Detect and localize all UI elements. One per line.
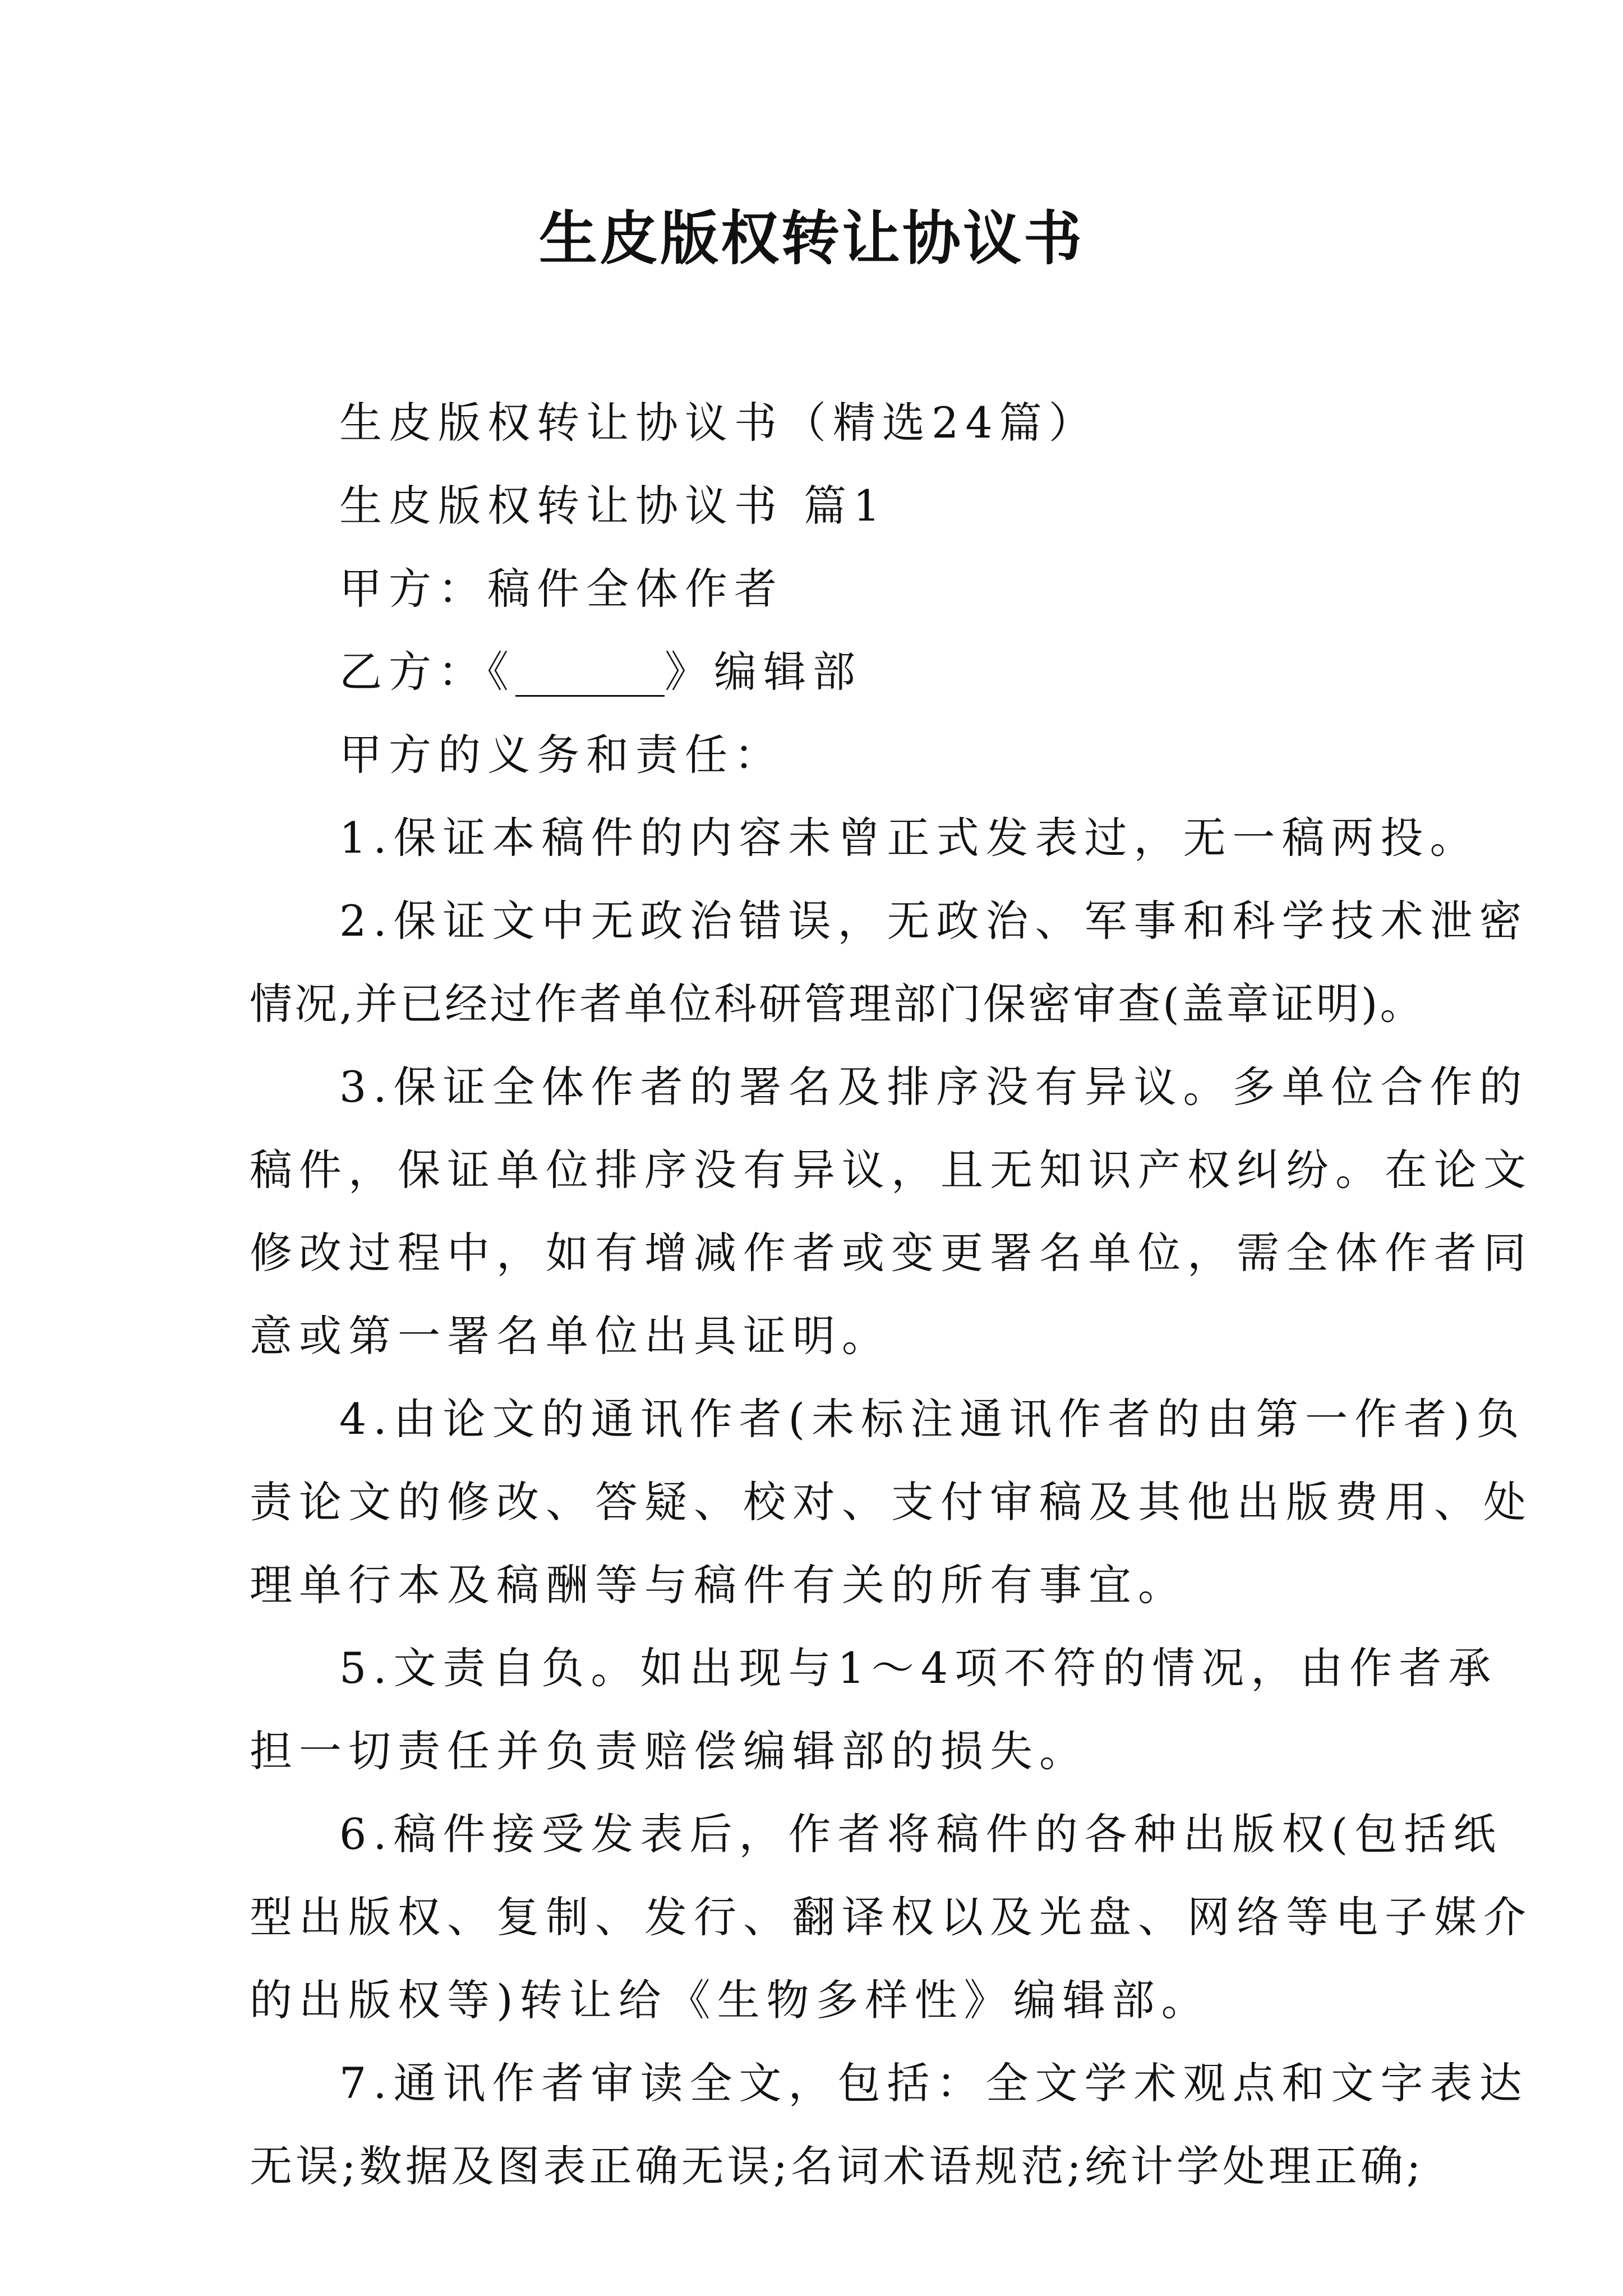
party-b [250, 631, 1382, 714]
clause-3-line-1: 3.保证全体作者的署名及排序没有异议。多单位合作的 [339, 1062, 1529, 1112]
clause-1-line-1: 1.保证本稿件的内容未曾正式发表过，无一稿两投。 [339, 813, 1479, 863]
clause-6-line-1: 6.稿件接受发表后，作者将稿件的各种出版权(包括纸 [339, 1809, 1503, 1859]
clause-5-line-1: 5.文责自负。如出现与1～4项不符的情况，由作者承 [339, 1643, 1498, 1693]
clause-3-line-4: 意或第一署名单位出具证明。 [250, 1311, 891, 1361]
clause-7-line-2: 无误;数据及图表正确无误;名词术语规范;统计学处理正确; [250, 2141, 1424, 2191]
clause-6-line-3: 的出版权等)转让给《生物多样性》编辑部。 [250, 1975, 1211, 2025]
clause-3-line-2: 稿件，保证单位排序没有异议，且无知识产权纠纷。在论文 [250, 1145, 1533, 1195]
document-subtitle: 生皮版权转让协议书（精选24篇） [339, 398, 1098, 448]
clause-6-line-2: 型出版权、复制、发行、翻译权以及光盘、网络等电子媒介 [250, 1892, 1533, 1942]
clause-5-line-2: 担一切责任并负责赔偿编辑部的损失。 [250, 1726, 1089, 1776]
party-b-prefix: 乙方：《 [339, 647, 515, 697]
clause-2-line-1: 2.保证文中无政治错误，无政治、军事和科学技术泄密 [339, 896, 1529, 946]
party-b-blank: _______ [515, 647, 665, 697]
section-heading: 生皮版权转让协议书 篇1 [339, 481, 887, 531]
clause-3-line-3: 修改过程中，如有增减作者或变更署名单位，需全体作者同 [250, 1228, 1533, 1278]
clause-4-line-3: 理单行本及稿酬等与稿件有关的所有事宜。 [250, 1560, 1187, 1610]
party-a: 甲方：稿件全体作者 [339, 564, 783, 614]
clause-2-line-2: 情况,并已经过作者单位科研管理部门保密审查(盖章证明)。 [250, 979, 1425, 1029]
obligations-heading: 甲方的义务和责任： [339, 730, 783, 780]
document-body [250, 381, 1533, 2208]
clause-4-line-2: 责论文的修改、答疑、校对、支付审稿及其他出版费用、处 [250, 1477, 1533, 1527]
party-b-suffix: 》编辑部 [665, 647, 862, 697]
document-title: 生皮版权转让协议书 [538, 204, 1084, 273]
clause-7-line-1: 7.通讯作者审读全文，包括：全文学术观点和文字表达 [339, 2058, 1529, 2108]
clause-4-line-1: 4.由论文的通讯作者(未标注通讯作者的由第一作者)负 [339, 1394, 1526, 1444]
